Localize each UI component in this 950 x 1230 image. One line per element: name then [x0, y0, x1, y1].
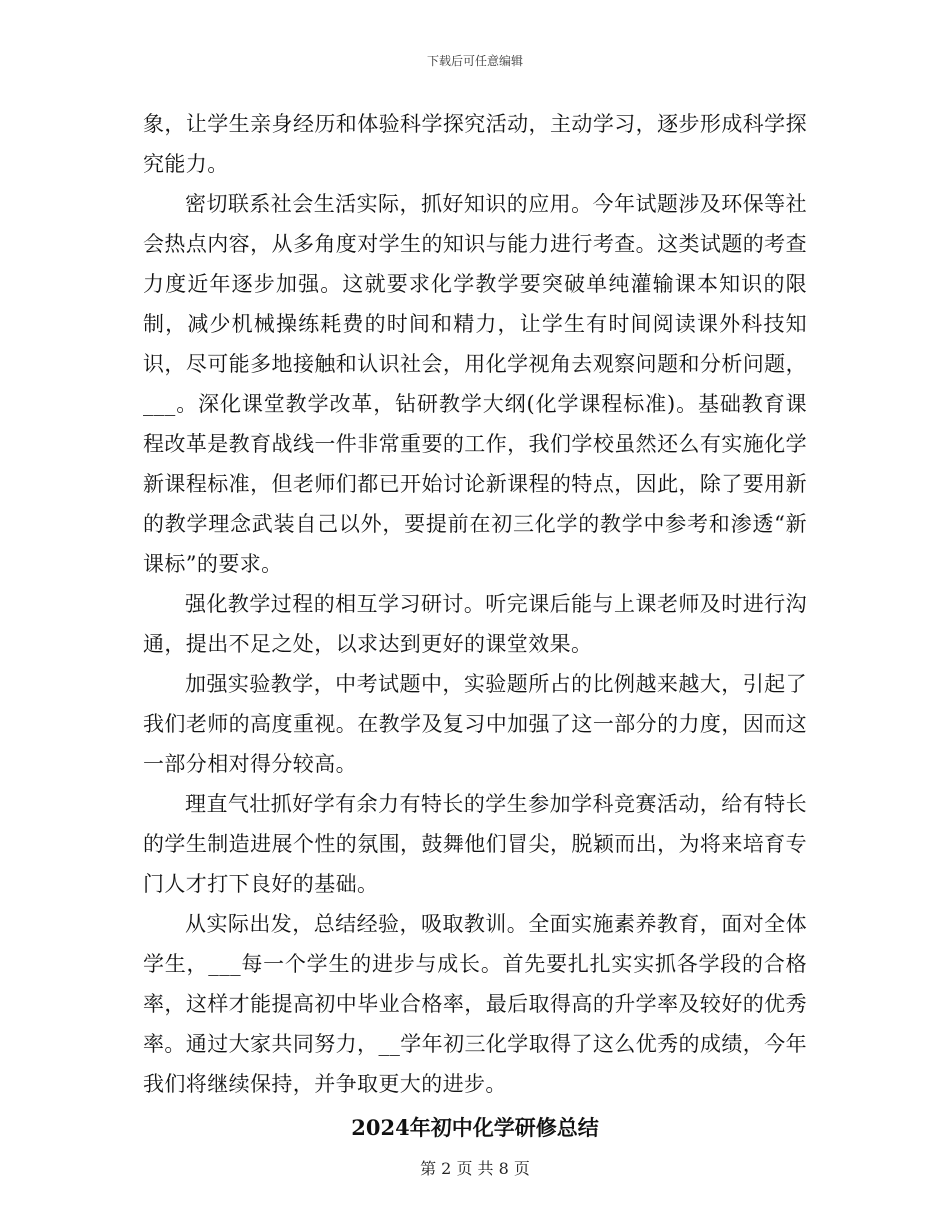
page-number: 第 2 页 共 8 页 [420, 1159, 530, 1178]
paragraph-mutual-study: 强化教学过程的相互学习研讨。听完课后能与上课老师及时进行沟通，提出不足之处，以求达到更好的课堂效果。 [143, 592, 807, 656]
paragraph-social-practice: 密切联系社会生活实际，抓好知识的应用。今年试题涉及环保等社会热点内容，从多角度对学生的知识与能力进行考查。这类试题的考查力度近年逐步加强。这就要求化学教学要突破单纯灌输课本知识的限制，减少机械操练耗费的时间和精力，让学生有时间阅读课外科技知识，尽可能多地接触和认识社会，用化学视角去观察问题和分析问题，___。深化课堂教学改革，钻研教学大纲(化学课程标准)。基础教育课程改革是教育战线一件非常重要的工作，我们学校虽然还么有实施化学新课程标准，但老师们都已开始讨论新课程的特点，因此，除了要用新的教学理念武装自己以外，要提前在初三化学的教学中参考和渗透“新课标”的要求。 [143, 192, 807, 576]
paragraph-summary: 从实际出发，总结经验，吸取教训。全面实施素养教育，面对全体学生，___每一个学生的进步与成长。首先要扎扎实实抓各学段的合格率，这样才能提高初中毕业合格率，最后取得高的升学率及较好的优秀率。通过大家共同努力，__学年初三化学取得了这么优秀的成绩，今年我们将继续保持，并争取更大的进步。 [143, 912, 807, 1096]
document-body [143, 104, 807, 1150]
paragraph-experiment-teaching: 加强实验教学，中考试题中，实验题所占的比例越来越大，引起了我们老师的高度重视。在教学及复习中加强了这一部分的力度，因而这一部分相对得分较高。 [143, 672, 807, 776]
section-title: 2024年初中化学研修总结 [351, 1115, 599, 1140]
page-header-note: 下载后可任意编辑 [426, 54, 523, 68]
paragraph-competition: 理直气壮抓好学有余力有特长的学生参加学科竞赛活动，给有特长的学生制造进展个性的氛围，鼓舞他们冒尖，脱颖而出，为将来培育专门人才打下良好的基础。 [143, 792, 807, 896]
paragraph-continuation: 象，让学生亲身经历和体验科学探究活动，主动学习，逐步形成科学探究能力。 [143, 112, 807, 176]
